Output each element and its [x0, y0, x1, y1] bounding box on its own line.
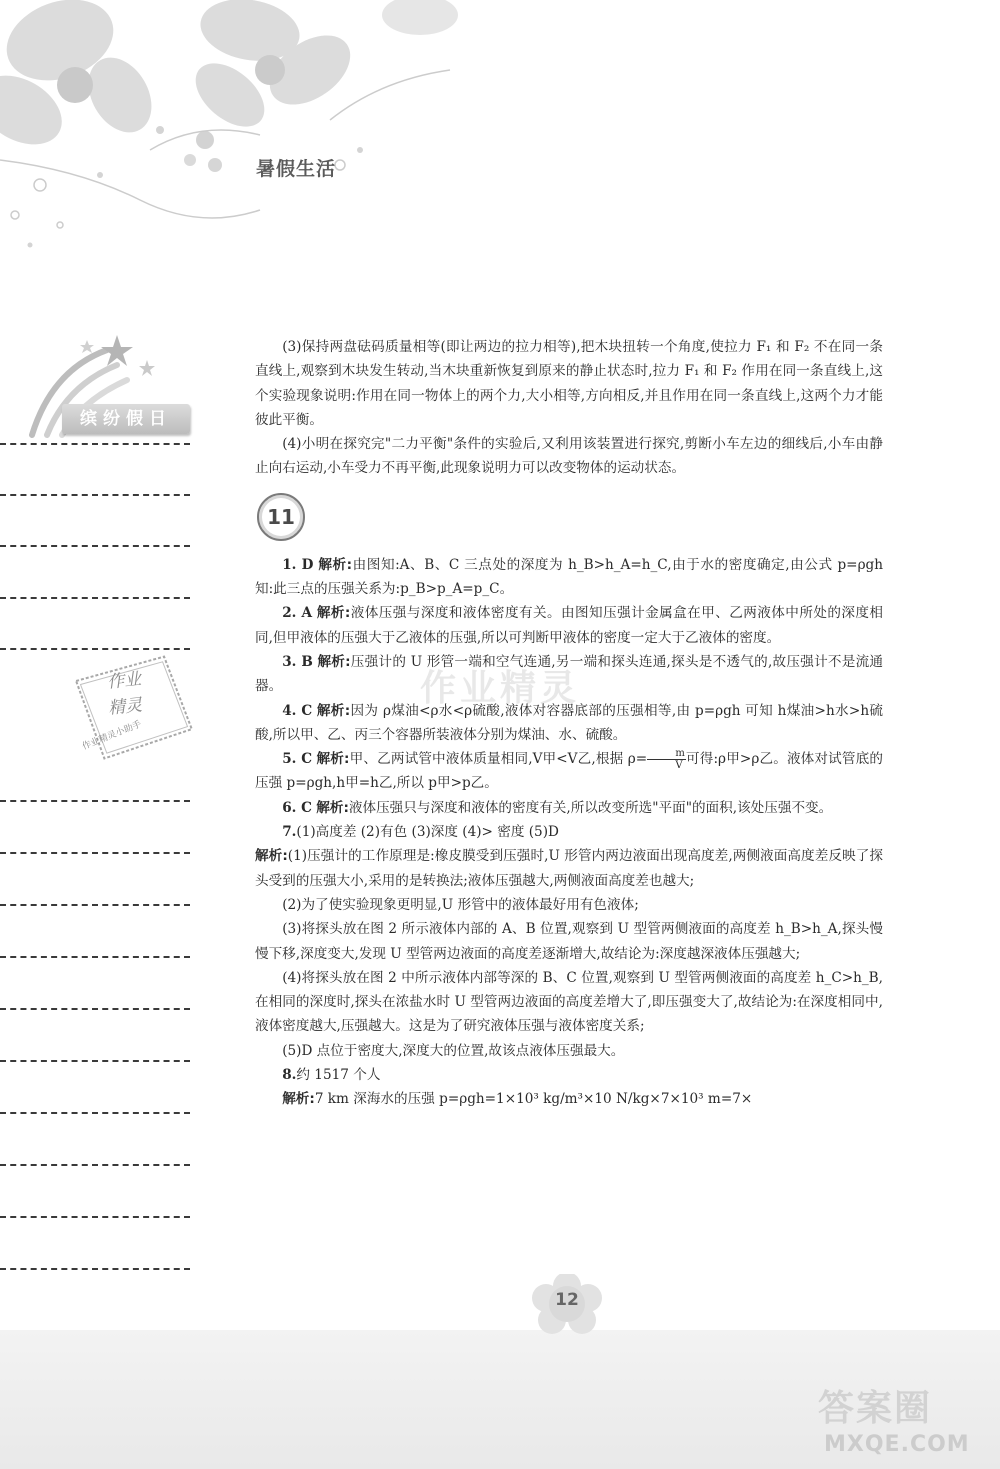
content-watermark: 作业精灵: [420, 668, 581, 709]
q3-number: 3. B: [282, 653, 313, 670]
q7-analysis-1: [255, 844, 883, 893]
q7-analysis-tag: 解析:: [255, 848, 288, 865]
q4-analysis-tag: 解析:: [316, 702, 351, 719]
question-6: [255, 796, 883, 820]
watermark-logo: 答案圈: [818, 1388, 933, 1429]
q8-analysis-text: 7 km 深海水的压强 p=ρgh=1×10³ kg/m³×10 N/kg×7×10³ m=7×: [314, 1091, 753, 1108]
q4-number: 4. C: [282, 702, 313, 719]
q8-answer: 约 1517 个人: [296, 1067, 381, 1084]
floral-header-decoration: [0, 0, 1000, 260]
answer-content: [255, 335, 883, 1112]
note-line: [0, 1216, 190, 1218]
q7-analysis-3: (3)将探头放在图 2 所示液体内部的 A、B 位置,观察到 U 型管两侧液面的高度差 h_B>h_A,探头慢慢下移,深度变大,发现 U 型管两边液面的高度差逐渐增大,故结论为:深度越深液体压强越大;: [255, 921, 883, 962]
paragraph-3: (3)保持两盘砝码质量相等(即让两边的拉力相等),把木块扭转一个角度,使拉力 F₁ 和 F₂ 不在同一条直线上,观察到木块发生转动,当木块重新恢复到原来的静止状态时,拉力 F₁ 和 F₂ 作用在同一条直线上,这个实验现象说明:作用在同一物体上的两个力,大小相等,方向相反,并且作用在同一条直线上,这两个力才能彼此平衡。: [255, 339, 883, 428]
q3-analysis: 压强计的 U 形管一端和空气连通,另一端和探头连通,探头是不透气的,故压强计不是流通器。: [255, 653, 884, 695]
note-line: [0, 956, 190, 958]
question-5: [255, 747, 883, 796]
q8-analysis: [255, 1087, 883, 1111]
note-line: [0, 1060, 190, 1062]
note-line: [0, 545, 190, 547]
header-title: 暑假生活: [256, 158, 337, 180]
q4-analysis: 因为 ρ煤油<ρ水<ρ硫酸,液体对容器底部的压强相等,由 p=ρgh 可知 h煤油>h水>h硫酸,所以甲、乙、丙三个容器所装液体分别为煤油、水、硫酸。: [255, 702, 883, 743]
stamp-text-line1: 作业: [106, 669, 143, 693]
question-7: [255, 820, 883, 844]
q5-analysis-a: 甲、乙两试管中液体质量相同,V甲<V乙,根据 ρ=: [349, 751, 648, 768]
q1-analysis-tag: 解析:: [318, 556, 353, 573]
note-line: [0, 800, 190, 802]
q6-analysis: 液体压强只与深度和液体的密度有关,所以改变所选"平面"的面积,该处压强不变。: [348, 799, 833, 816]
section-number-badge: [257, 493, 305, 541]
fraction-denominator: V: [675, 760, 683, 772]
note-line: [0, 1112, 190, 1114]
q7-analysis-text1: (1)压强计的工作原理是:橡皮膜受到压强时,U 形管内两边液面出现高度差,两侧液面高度差反映了探头受到的压强大小,采用的是转换法;液体压强越大,两侧液面高度差也越大;: [255, 848, 883, 889]
q7-analysis-5: (5)D 点位于密度大,深度大的位置,故该点液体压强最大。: [282, 1042, 625, 1059]
watermark-url: MXQE.COM: [824, 1432, 970, 1457]
q1-analysis: 由图知:A、B、C 三点处的深度为 h_B>h_A=h_C,由于水的密度确定,由公式 p=ρgh 知:此三点的压强关系为:p_B>p_A=p_C。: [255, 556, 884, 598]
q7-analysis-4: (4)将探头放在图 2 中所示液体内部等深的 B、C 位置,观察到 U 型管两侧液面的高度差 h_C>h_B,在相同的深度时,探头在浓盐水时 U 型管两边液面的高度差增大了,即压强变大了,故结论为:在深度相同中,液体密度越大,压强越大。这是为了研究液体压强与液体密度关系;: [255, 969, 883, 1035]
note-line: [0, 443, 190, 445]
note-line: [0, 494, 190, 496]
page-number: 12: [555, 1290, 579, 1310]
note-line: [0, 1268, 190, 1270]
q7-analysis-2: (2)为了使实验现象更明显,U 形管中的液体最好用有色液体;: [282, 896, 639, 913]
note-line: [0, 1008, 190, 1010]
q3-analysis-tag: 解析:: [317, 653, 351, 670]
note-line: [0, 1164, 190, 1166]
note-line: [0, 904, 190, 906]
q5-analysis-tag: 解析:: [316, 751, 350, 768]
stamp-text-line3: 作业精灵小助手: [80, 719, 144, 753]
q6-analysis-tag: 解析:: [316, 799, 349, 816]
question-1: [255, 553, 883, 602]
q5-analysis-b: 可得:ρ甲>ρ乙。液体对试管底的压强 p=ρgh,h甲=h乙,所以 p甲>p乙。: [255, 751, 883, 792]
q6-number: 6. C: [282, 799, 312, 816]
note-line: [0, 597, 190, 599]
density-fraction: [647, 748, 686, 771]
section-number: 11: [267, 504, 295, 529]
q2-number: 2. A: [282, 605, 313, 622]
note-line: [0, 648, 190, 650]
q7-answers: (1)高度差 (2)有色 (3)深度 (4)> 密度 (5)D: [296, 824, 559, 841]
question-2: [255, 601, 883, 650]
q8-number: 8.: [282, 1067, 297, 1084]
q7-number: 7.: [282, 824, 297, 841]
note-line: [0, 852, 190, 854]
q5-number: 5. C: [282, 751, 313, 768]
fraction-numerator: m: [647, 748, 686, 760]
paragraph-4: (4)小明在探究完"二力平衡"条件的实验后,又利用该装置进行探究,剪断小车左边的细线后,小车由静止向右运动,小车受力不再平衡,此现象说明力可以改变物体的运动状态。: [255, 436, 883, 477]
sidebar-badge-label: 缤纷假日: [62, 404, 190, 434]
stamp-text-line2: 精灵: [107, 695, 144, 719]
q2-analysis: 液体压强与深度和液体密度有关。由图知压强计金属盒在甲、乙两液体中所处的深度相同,但甲液体的压强大于乙液体的压强,所以可判断甲液体的密度一定大于乙液体的密度。: [255, 605, 884, 646]
q8-analysis-tag: 解析:: [282, 1091, 315, 1108]
q1-number: 1. D: [282, 556, 314, 573]
question-8: [255, 1063, 883, 1087]
q2-analysis-tag: 解析:: [316, 605, 351, 622]
